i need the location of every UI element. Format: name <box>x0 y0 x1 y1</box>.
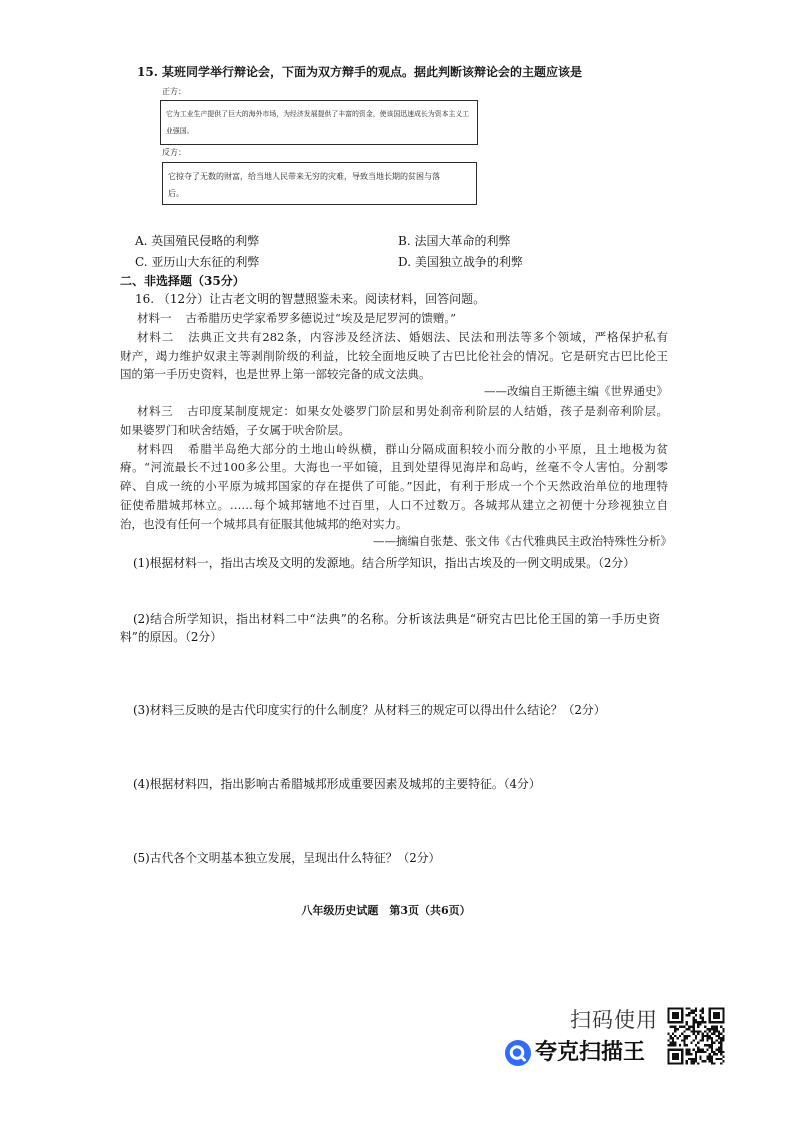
subquestion-2-line-1: (2)结合所学知识，指出材料二中“法典”的名称。分析该法典是“研究古巴比伦王国的第一手历史资 <box>133 612 660 626</box>
material-2-text-1: 法典正文共有282条，内容涉及经济法、婚姻法、民法和刑法等多个领域，严格保护私有 <box>188 330 669 344</box>
material-4-line-2: 瘠。“河流最长不过100多公里。大海也一平如镜，且到处望得见海岸和岛屿，丝毫不令人害怕。分割零 <box>120 460 668 474</box>
material-4-line-5: 治，也没有任何一个城邦具有征服其他城邦的绝对实力。 <box>120 517 408 531</box>
material-2-line-2: 财产，竭力维护奴隶主等剥削阶级的利益，比较全面地反映了古巴比伦社会的情况。它是研究古巴比伦王 <box>120 349 668 363</box>
material-4-label: 材料四 <box>137 442 174 456</box>
q15-option-c: C. 亚历山大东征的利弊 <box>135 255 260 269</box>
quark-logo-icon <box>505 1040 531 1066</box>
material-4-line-1 <box>137 442 668 456</box>
material-1-label: 材料一 <box>137 311 172 325</box>
brand-name: 夸克扫描王 <box>535 1040 646 1065</box>
material-4-line-3: 碎、自成一统的小平原为城邦国家的存在提供了可能。”因此，有利于形成一个个天然政治单位的地理特 <box>120 479 668 493</box>
qr-code-icon[interactable] <box>665 1005 727 1067</box>
material-3-line-1 <box>137 404 668 418</box>
q15-pro-box <box>160 100 478 145</box>
material-2-line-3: 国的第一手历史资料，也是世界上第一部较完备的成文法典。 <box>120 367 431 381</box>
q15-pro-label: 正方： <box>162 87 186 96</box>
material-1-line-1 <box>137 311 456 325</box>
material-3-label: 材料三 <box>137 404 174 418</box>
q15-pro-line-2: 业强国。 <box>166 127 194 135</box>
q15-con-label: 反方： <box>162 148 186 157</box>
material-4-source: ——摘编自张楚、张文伟《古代雅典民主政治特殊性分析》 <box>373 534 672 548</box>
material-4-line-4: 征使希腊城邦林立。……每个城邦辖地不过百里，人口不过数万。各城邦从建立之初便十分珍视独立自 <box>120 498 668 512</box>
q15-con-line-2: 后。 <box>168 189 184 198</box>
q15-pro-line-1: 它为工业生产提供了巨大的海外市场，为经济发展提供了丰富的资金，使该国迅速成长为资本主义工 <box>166 110 470 118</box>
q15-option-b: B. 法国大革命的利弊 <box>398 234 511 248</box>
material-2-label: 材料二 <box>137 330 175 344</box>
q15-option-d: D. 美国独立战争的利弊 <box>398 255 523 269</box>
q15-con-line-1: 它掠夺了无数的财富，给当地人民带来无穷的灾难，导致当地长期的贫困与落 <box>168 172 440 181</box>
q15-con-box <box>162 162 477 205</box>
subquestion-2-line-2: 料”的原因。（2分） <box>120 630 223 644</box>
q16-stem: 16. （12分）让古老文明的智慧照鉴未来。阅读材料，回答问题。 <box>135 292 486 306</box>
subquestion-1: (1)根据材料一，指出古埃及文明的发源地。结合所学知识，指出古埃及的一例文明成果。（2分） <box>133 556 635 570</box>
material-2-source: ——改编自王斯德主编《世界通史》 <box>484 384 668 398</box>
page-footer: 八年级历史试题 第3页（共6页） <box>301 904 471 917</box>
q15-stem: 15. 某班同学举行辩论会，下面为双方辩手的观点。据此判断该辩论会的主题应该是 <box>137 65 583 79</box>
material-3-text-1: 古印度某制度规定：如果女处婆罗门阶层和男处刹帝利阶层的人结婚，孩子是刹帝利阶层。 <box>187 404 668 418</box>
scan-to-use-label: 扫码使用 <box>570 1008 658 1032</box>
material-3-line-2: 如果婆罗门和吠舍结婚，子女属于吠舍阶层。 <box>120 423 350 437</box>
q15-option-a: A. 英国殖民侵略的利弊 <box>135 234 260 248</box>
material-2-line-1 <box>137 330 668 344</box>
subquestion-5: (5)古代各个文明基本独立发展，呈现出什么特征？（2分） <box>133 851 441 865</box>
material-4-text-1: 希腊半岛绝大部分的土地山岭纵横，群山分隔成面积较小而分散的小平原，且土地极为贫 <box>188 442 669 456</box>
subquestion-3: (3)材料三反映的是古代印度实行的什么制度？从材料三的规定可以得出什么结论？（2分） <box>133 703 606 717</box>
material-1-text: 古希腊历史学家希罗多德说过“埃及是尼罗河的馈赠。” <box>185 311 457 325</box>
subquestion-4: (4)根据材料四，指出影响古希腊城邦形成重要因素及城邦的主要特征。（4分） <box>133 777 541 791</box>
section-2-title: 二、非选择题（35分） <box>120 274 245 288</box>
